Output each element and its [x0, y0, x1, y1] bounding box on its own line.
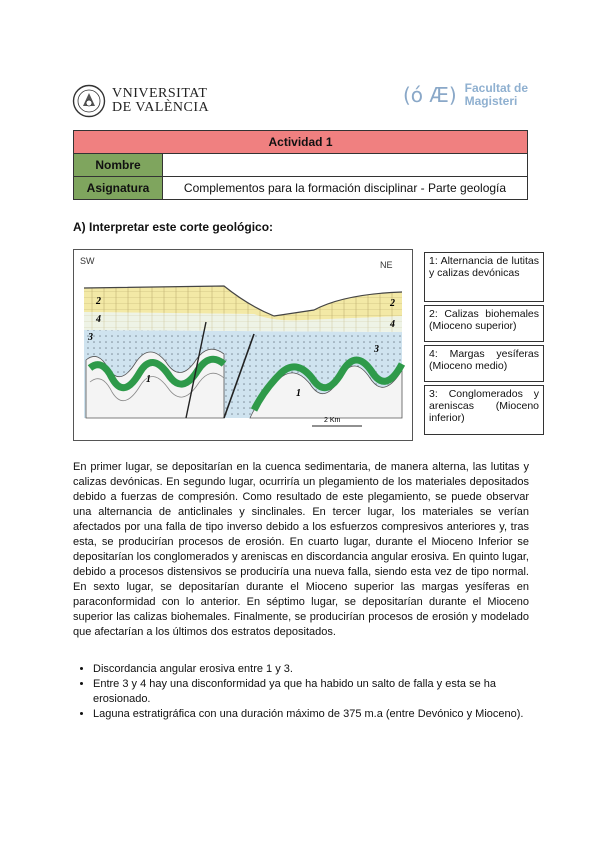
- list-item: • Laguna estratigráfica con una duración máximo de 375 m.a (entre Devónico y Mioceno).: [93, 707, 543, 722]
- layer-label: 2: [390, 298, 395, 309]
- activity-title: Actividad 1: [74, 131, 528, 154]
- conclusions-list: [73, 662, 543, 722]
- faculty-mark-icon: (ó Æ): [402, 83, 457, 107]
- table-row: [74, 177, 528, 200]
- list-item: • Discordancia angular erosiva entre 1 y 3.: [93, 662, 543, 677]
- layer-label: 2: [96, 296, 101, 307]
- layer-label: 3: [88, 332, 93, 343]
- legend-item: 1: Alternancia de lutitas y calizas devónicas: [424, 252, 544, 302]
- faculty-name-line-1: Facultat de: [464, 81, 528, 95]
- geological-cross-section: [73, 249, 413, 441]
- layer-label: 3: [374, 344, 379, 355]
- faculty-name-line-2: Magisteri: [464, 94, 518, 108]
- university-logo: [72, 84, 209, 118]
- legend-item: 4: Margas yesíferas (Mioceno medio): [424, 345, 544, 382]
- layer-label: 1: [146, 374, 151, 385]
- name-label: Nombre: [74, 154, 163, 177]
- interpretation-paragraph: En primer lugar, se depositarían en la cuenca sedimentaria, de manera alterna, las lutitas y calizas devónicas. En segundo lugar, ocurriría un plegamiento de los materiales depositados debido a fuerzas de compresión. Como resultado de este plegamiento, se puede observar una alternancia de anticlinales y sinclinales. En tercer lugar, los materiales se verían afectados por una falla de tipo inverso debido a los esfuerzos compresivos anteriores y, tras esta, se producirían procesos de erosión. En cuarto lugar, durante el Mioceno Inferior se depositarían los conglomerados y areniscas en discordancia angular erosiva. En quinto lugar, debido a procesos distensivos se produciría una nueva falla, siendo esta vez de tipo normal. En sexto lugar, se depositarían durante el Mioceno superior las margas yesíferas en paraconformidad con lo anterior. En séptimo lugar, se depositarían durante el Mioceno superior las calizas biohemales. Finalmente, se producirían procesos de erosión y modelado que afectarían a los últimos dos estratos depositados.: [73, 461, 529, 638]
- legend-item: 3: Conglomerados y areniscas (Mioceno inferior): [424, 385, 544, 435]
- subject-label: Asignatura: [74, 177, 163, 200]
- activity-table: [73, 130, 528, 200]
- section-title: A) Interpretar este corte geológico:: [73, 220, 274, 234]
- subject-value: Complementos para la formación disciplinar - Parte geología: [163, 177, 528, 200]
- legend-item: 2: Calizas biohemales (Mioceno superior): [424, 305, 544, 342]
- list-item: • Entre 3 y 4 hay una disconformidad ya que ha habido un salto de falla y esta se ha erosionado.: [93, 677, 543, 707]
- scale-label: 2 Km: [324, 417, 341, 424]
- university-name-line-2: DE VALÈNCIA: [112, 100, 210, 115]
- name-value[interactable]: [163, 154, 528, 177]
- cross-section-drawing: [74, 250, 412, 440]
- label-sw: SW: [80, 256, 95, 266]
- label-ne: NE: [380, 260, 393, 270]
- university-name-line-1: VNIVERSITAT: [112, 86, 208, 101]
- faculty-logo: [403, 82, 528, 108]
- layer-label: 1: [296, 388, 301, 399]
- layer-label: 4: [96, 314, 101, 325]
- table-row: [74, 154, 528, 177]
- university-seal-icon: [72, 84, 106, 118]
- page-header: [72, 80, 528, 120]
- legend: [424, 252, 544, 438]
- layer-label: 4: [390, 319, 395, 330]
